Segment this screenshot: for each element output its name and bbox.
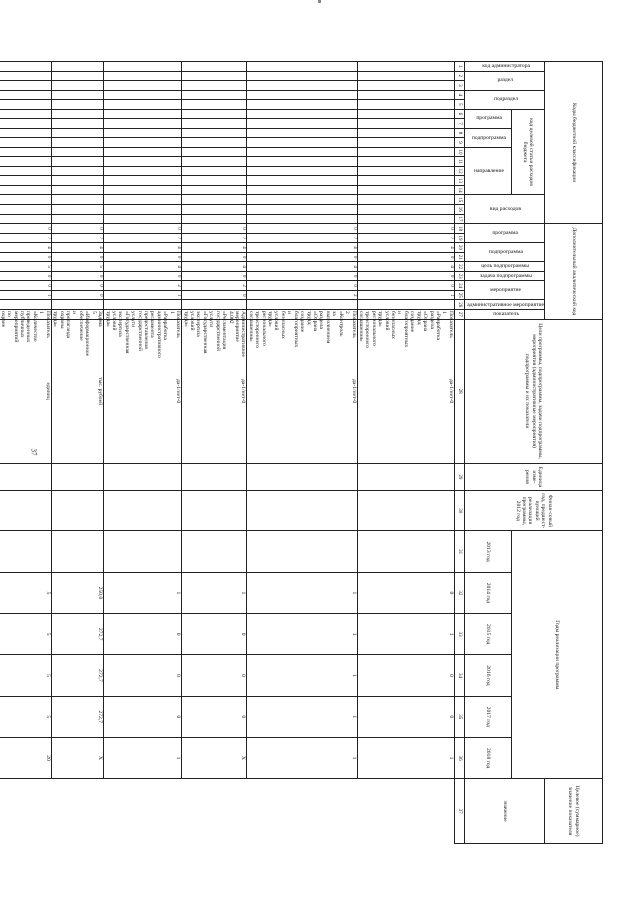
empty-cell	[247, 463, 357, 491]
year-2016-header: 2016 год	[464, 655, 511, 696]
value-2014	[182, 531, 247, 572]
empty-cell	[247, 71, 357, 81]
empty-cell	[182, 119, 247, 129]
col-number: 22	[454, 262, 464, 272]
value-2014	[51, 531, 103, 572]
analytic-subprogram-header: подпрограмма	[488, 249, 523, 256]
value-2017: 272,7	[51, 655, 103, 696]
empty-cell	[182, 128, 247, 138]
value-2014	[357, 531, 454, 572]
col-number: 9	[454, 138, 464, 148]
value-2018: 0	[357, 696, 454, 737]
empty-cell	[357, 185, 454, 195]
analytic-code-digit: 0	[182, 252, 247, 262]
value-2014	[104, 531, 182, 572]
col-number: 28	[454, 319, 464, 463]
analytic-code-digit: 0	[357, 281, 454, 291]
analytic-code-header: Дополнительный аналитический код	[545, 224, 603, 319]
analytic-code-digit: 0	[182, 271, 247, 281]
value-2015: 0	[357, 572, 454, 613]
empty-cell	[51, 157, 103, 167]
analytic-code-digit: 4	[104, 243, 182, 253]
table-row	[0, 62, 51, 844]
value-2014	[0, 531, 51, 572]
analytic-measure-header: мероприятие	[490, 287, 522, 294]
analytic-code-digit: 0	[104, 271, 182, 281]
empty-cell	[182, 100, 247, 110]
empty-cell	[104, 204, 182, 214]
value-2013	[357, 491, 454, 531]
empty-cell	[357, 138, 454, 148]
empty-cell	[247, 176, 357, 186]
value-2015: 1	[247, 572, 357, 613]
analytic-code-digit: 0	[51, 281, 103, 291]
table-body	[0, 62, 454, 844]
empty-cell	[104, 166, 182, 176]
empty-cell	[0, 214, 51, 224]
empty-cell	[247, 214, 357, 224]
col-number: 15	[454, 195, 464, 205]
col-number: 5	[454, 100, 464, 110]
empty-cell	[247, 195, 357, 205]
program-table	[0, 61, 603, 844]
analytic-code-digit: 2	[182, 281, 247, 291]
col-number: 35	[454, 696, 464, 737]
analytic-code-digit: 7	[182, 233, 247, 243]
empty-cell	[182, 204, 247, 214]
analytic-code-digit: 0	[357, 271, 454, 281]
analytic-code-digit: 7	[357, 233, 454, 243]
empty-cell	[357, 109, 454, 119]
col-number: 1	[454, 62, 464, 72]
empty-cell	[51, 214, 103, 224]
analytic-code-digit: 0	[357, 224, 454, 234]
unit-header: Единица изме-рения	[464, 463, 602, 491]
subsection-header: подраздел	[493, 96, 518, 103]
empty-cell	[357, 166, 454, 176]
value-2018: 5	[0, 696, 51, 737]
row-unit: единиц	[0, 319, 51, 463]
analytic-code-digit: 1	[104, 290, 182, 300]
col-number: 29	[454, 463, 464, 491]
col-number: 13	[454, 176, 464, 186]
empty-cell	[357, 71, 454, 81]
col-number: 12	[454, 166, 464, 176]
empty-cell	[357, 119, 454, 129]
col-number: 32	[454, 572, 464, 613]
empty-cell	[51, 81, 103, 91]
value-2014	[247, 531, 357, 572]
analytic-code-digit: 4	[51, 243, 103, 253]
empty-cell	[104, 214, 182, 224]
empty-cell	[104, 176, 182, 186]
col-number: 7	[454, 119, 464, 129]
empty-cell	[104, 128, 182, 138]
empty-cell	[104, 100, 182, 110]
analytic-code-digit: 0	[0, 252, 51, 262]
value-2016: 5	[0, 614, 51, 655]
value-2013	[247, 491, 357, 531]
empty-cell	[104, 463, 182, 491]
empty-cell	[0, 81, 51, 91]
empty-cell	[182, 81, 247, 91]
col-number: 36	[454, 737, 464, 778]
analytic-code-digit: 0	[182, 224, 247, 234]
value-2015: 5	[0, 572, 51, 613]
empty-cell	[182, 138, 247, 148]
value-2017: 0	[357, 655, 454, 696]
empty-cell	[104, 81, 182, 91]
empty-cell	[182, 109, 247, 119]
empty-cell	[357, 176, 454, 186]
col-number: 14	[454, 185, 464, 195]
value-2013	[182, 491, 247, 531]
empty-cell	[0, 185, 51, 195]
analytic-goal-header: цель подпрограммы	[481, 263, 530, 270]
expense-code-header: код целевой статьи расходов бюджета	[511, 109, 544, 195]
empty-cell	[51, 109, 103, 119]
analytic-code-digit: 1	[0, 290, 51, 300]
empty-cell	[247, 100, 357, 110]
analytic-code-digit: 4	[357, 262, 454, 272]
empty-cell	[247, 166, 357, 176]
col-number: 18	[454, 224, 464, 234]
analytic-program-header: программа	[492, 230, 519, 237]
subprogram-code-header: подпрограмма	[471, 134, 507, 141]
table-row	[357, 62, 454, 844]
value-2018: 0	[182, 696, 247, 737]
analytic-code-digit: 0	[51, 224, 103, 234]
empty-cell	[0, 463, 51, 491]
col-number: 37	[454, 779, 464, 844]
empty-cell	[0, 300, 51, 310]
fin-year-header: Финан-совый год, предшест-вующий реализации программы, 2012 год	[464, 491, 602, 531]
empty-cell	[104, 62, 182, 72]
target-header: Целевое (суммарное) значение показателя	[545, 779, 603, 844]
analytic-code-digit: 4	[247, 262, 357, 272]
value-2016: 1	[247, 614, 357, 655]
empty-cell	[182, 90, 247, 100]
value-2017: 0	[104, 655, 182, 696]
empty-cell	[51, 176, 103, 186]
empty-cell	[182, 463, 247, 491]
table-row	[104, 62, 182, 844]
analytic-code-digit: 0	[247, 281, 357, 291]
col-number: 20	[454, 243, 464, 253]
empty-cell	[0, 166, 51, 176]
empty-cell	[51, 463, 103, 491]
analytic-code-digit: 4	[0, 243, 51, 253]
empty-cell	[51, 204, 103, 214]
empty-cell	[357, 90, 454, 100]
budget-codes-header: Коды бюджетной классификации	[545, 62, 603, 224]
empty-cell	[357, 300, 454, 310]
analytic-code-digit: 4	[247, 243, 357, 253]
year-2014-header: 2014 год	[464, 572, 511, 613]
empty-cell	[247, 128, 357, 138]
col-number: 21	[454, 252, 464, 262]
empty-cell	[182, 147, 247, 157]
value-2013	[51, 491, 103, 531]
empty-cell	[51, 119, 103, 129]
empty-cell	[182, 62, 247, 72]
analytic-code-digit: 0	[51, 271, 103, 281]
empty-cell	[0, 128, 51, 138]
col-number: 8	[454, 128, 464, 138]
empty-cell	[247, 185, 357, 195]
col-number: 6	[454, 109, 464, 119]
col-number: 25	[454, 290, 464, 300]
empty-cell	[0, 157, 51, 167]
value-2016: 272,7	[51, 614, 103, 655]
empty-cell	[104, 138, 182, 148]
col-number: 26	[454, 300, 464, 310]
analytic-code-digit: 7	[247, 233, 357, 243]
analytic-task-header: задача подпрограммы	[479, 272, 532, 279]
analytic-code-digit: 2	[247, 290, 357, 300]
empty-cell	[182, 195, 247, 205]
col-number: 3	[454, 81, 464, 91]
row-description: Показатель 1 «Разработка административного регламента предоставления государственной услуги «Государственная экспертиза условий труда»	[104, 310, 182, 358]
empty-cell	[357, 100, 454, 110]
row-description: Показатель 2 «Контроль за выполнением раздела «Охрана труда; создание благоприятных и безопасных условий труда» регионального трехстороннего соглашения»	[247, 310, 357, 349]
row-description: Задача 5 «Информационное обеспечение и пропаганда охраны труда»	[52, 310, 104, 357]
empty-cell	[0, 176, 51, 186]
analytic-code-digit: 0	[104, 224, 182, 234]
empty-cell	[182, 214, 247, 224]
empty-cell	[247, 300, 357, 310]
empty-cell	[247, 147, 357, 157]
empty-cell	[0, 138, 51, 148]
row-total-value: 1	[104, 737, 182, 778]
value-2013	[0, 491, 51, 531]
empty-cell	[104, 109, 182, 119]
col-number: 31	[454, 531, 464, 572]
empty-cell	[357, 157, 454, 167]
empty-cell	[357, 128, 454, 138]
row-unit: да-1/нет-0	[247, 319, 357, 463]
empty-cell	[0, 71, 51, 81]
col-number: 2	[454, 71, 464, 81]
empty-cell	[182, 157, 247, 167]
empty-cell	[357, 81, 454, 91]
analytic-code-digit: 7	[104, 233, 182, 243]
empty-cell	[0, 204, 51, 214]
analytic-code-digit: 4	[182, 262, 247, 272]
col-number: 33	[454, 614, 464, 655]
year-2015-header: 2015 год	[464, 614, 511, 655]
value-2016: 1	[357, 614, 454, 655]
analytic-admin-measure-header: административное мероприятие	[467, 301, 544, 308]
value-2018: 0	[104, 696, 182, 737]
col-number: 34	[454, 655, 464, 696]
col-number: 27	[454, 309, 464, 319]
value-2017: 0	[182, 655, 247, 696]
column-number-row	[454, 62, 464, 844]
analytic-code-digit: 7	[51, 233, 103, 243]
row-total-value: X	[51, 737, 103, 778]
table-row	[247, 62, 357, 844]
col-number: 16	[454, 204, 464, 214]
empty-cell	[357, 62, 454, 72]
empty-cell	[182, 300, 247, 310]
analytic-code-digit: 0	[51, 252, 103, 262]
empty-cell	[247, 138, 357, 148]
row-unit: да-1/нет-0	[104, 319, 182, 463]
row-description: Показатель 1 «Количество проведенных публичных мероприятий по охране	[0, 309, 51, 319]
empty-cell	[0, 119, 51, 129]
year-2013-header: 2013 год	[464, 531, 511, 572]
section-header: раздел	[497, 77, 514, 84]
analytic-code-digit: 0	[247, 252, 357, 262]
row-description: Административное мероприятие 4.002 «Регламентация государственной услуги «Государственная экспертиза условий труда»	[182, 310, 247, 357]
empty-cell	[247, 109, 357, 119]
row-unit: тыс. рублей	[51, 319, 103, 463]
empty-cell	[357, 214, 454, 224]
col-number: 19	[454, 233, 464, 243]
analytic-code-digit: 1	[357, 290, 454, 300]
analytic-code-digit: 0	[247, 224, 357, 234]
empty-cell	[247, 119, 357, 129]
value-2015: 1	[104, 572, 182, 613]
empty-cell	[51, 71, 103, 81]
row-total-value: 1	[247, 737, 357, 778]
program-code-header: программа	[476, 115, 502, 122]
empty-cell	[357, 147, 454, 157]
empty-cell	[104, 185, 182, 195]
empty-cell	[182, 166, 247, 176]
empty-cell	[357, 463, 454, 491]
empty-cell	[247, 81, 357, 91]
col-number: 17	[454, 214, 464, 224]
header-row-1	[545, 62, 603, 844]
col-number: 11	[454, 157, 464, 167]
year-2017-header: 2017 год	[464, 696, 511, 737]
col-number: 24	[454, 281, 464, 291]
value-2018: 1	[247, 696, 357, 737]
analytic-code-digit: 0	[104, 252, 182, 262]
value-2013	[104, 491, 182, 531]
empty-cell	[104, 90, 182, 100]
empty-cell	[247, 90, 357, 100]
empty-cell	[182, 185, 247, 195]
empty-cell	[0, 109, 51, 119]
empty-cell	[104, 119, 182, 129]
row-description: Показатель 1 «Разработка раздела «Охрана труда; создание благоприятных и безопасных условий труда» регионального трехстороннего соглашения»	[357, 310, 454, 349]
row-unit: да-1/нет-0	[357, 319, 454, 463]
empty-cell	[51, 90, 103, 100]
empty-cell	[51, 128, 103, 138]
analytic-code-digit: 2	[104, 281, 182, 291]
empty-cell	[51, 195, 103, 205]
empty-cell	[357, 204, 454, 214]
analytic-code-digit: 0	[247, 271, 357, 281]
year-2018-header: 2018 год	[464, 737, 511, 778]
rotated-table-wrapper	[0, 61, 603, 844]
empty-cell	[0, 62, 51, 72]
col-number: 4	[454, 90, 464, 100]
empty-cell	[51, 100, 103, 110]
analytic-code-digit: 5	[51, 262, 103, 272]
value-2016: 0	[182, 614, 247, 655]
empty-cell	[357, 195, 454, 205]
years-header: Годы реализации программы	[511, 531, 602, 779]
admin-code-header: код администратора	[481, 63, 530, 70]
scan-mark	[318, 0, 321, 3]
value-2015: 1	[182, 572, 247, 613]
empty-cell	[247, 204, 357, 214]
empty-cell	[0, 100, 51, 110]
row-total-value: X	[182, 737, 247, 778]
empty-cell	[51, 62, 103, 72]
page-number: 37	[29, 448, 38, 456]
goals-header: Цели программы, подпрограммы, задачи подпрограммы, мероприятия (административные мероприятия) подпрограммы и их показатели	[464, 319, 602, 463]
col-number: 10	[454, 147, 464, 157]
table-row	[51, 62, 103, 844]
value-2016: 0	[104, 614, 182, 655]
value-header: значение	[464, 779, 544, 844]
empty-cell	[51, 166, 103, 176]
empty-cell	[247, 62, 357, 72]
empty-cell	[51, 138, 103, 148]
empty-cell	[51, 300, 103, 310]
analytic-code-digit: 4	[182, 243, 247, 253]
empty-cell	[104, 195, 182, 205]
value-2017: 5	[0, 655, 51, 696]
empty-cell	[0, 195, 51, 205]
analytic-code-digit: 0	[0, 281, 51, 291]
analytic-code-digit: 0	[0, 224, 51, 234]
analytic-code-digit: 5	[0, 262, 51, 272]
analytic-code-digit: 0	[357, 252, 454, 262]
empty-cell	[51, 185, 103, 195]
analytic-code-digit: 4	[357, 243, 454, 253]
empty-cell	[0, 147, 51, 157]
empty-cell	[104, 300, 182, 310]
empty-cell	[104, 147, 182, 157]
empty-cell	[104, 157, 182, 167]
row-total-value: 1	[357, 737, 454, 778]
row-unit: да-1/нет-0	[182, 319, 247, 463]
empty-cell	[247, 157, 357, 167]
analytic-code-digit: 7	[0, 233, 51, 243]
value-2017: 1	[247, 655, 357, 696]
analytic-code-digit: 0	[0, 271, 51, 281]
table-row	[182, 62, 247, 844]
col-number: 23	[454, 271, 464, 281]
empty-cell	[0, 90, 51, 100]
empty-cell	[182, 176, 247, 186]
value-2015: 250,0	[51, 572, 103, 613]
row-total-value: 20	[0, 737, 51, 778]
col-number: 30	[454, 491, 464, 531]
empty-cell	[182, 71, 247, 81]
value-2018: 272,7	[51, 696, 103, 737]
expense-type-header: вид расходов	[490, 206, 522, 213]
analytic-code-digit: 0	[51, 290, 103, 300]
analytic-code-digit: 0	[182, 290, 247, 300]
analytic-indicator-header: показатель	[492, 311, 519, 318]
empty-cell	[51, 147, 103, 157]
analytic-code-digit: 4	[104, 262, 182, 272]
empty-cell	[104, 71, 182, 81]
direction-code-header: направление	[473, 167, 504, 174]
